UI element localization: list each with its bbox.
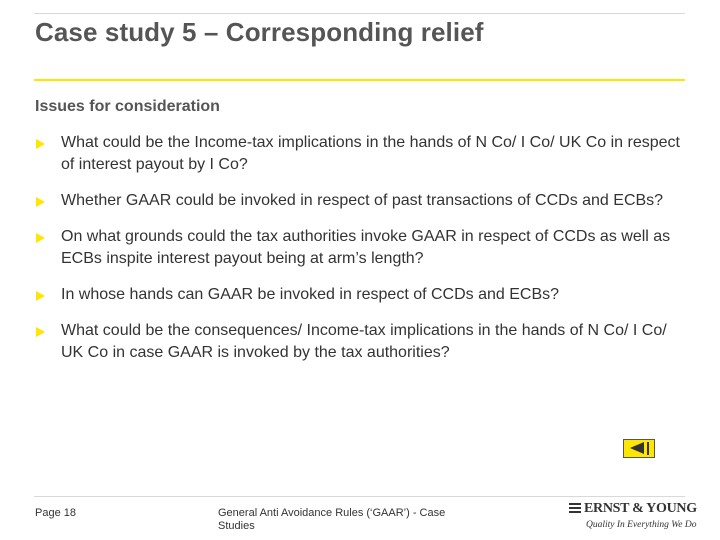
triangle-right-icon: [36, 197, 45, 207]
triangle-right-icon: [36, 291, 45, 301]
footer-document-title: General Anti Avoidance Rules (‘GAAR’) - Case Studies: [218, 507, 446, 532]
logo-tagline: Quality In Everything We Do: [586, 520, 697, 530]
logo-mark-icon: [569, 503, 581, 517]
back-button[interactable]: [623, 439, 655, 458]
list-item: [35, 320, 685, 364]
back-arrow-icon: [629, 442, 649, 455]
list-item-text: On what grounds could the tax authorities invoke GAAR in respect of CCDs as well as ECBs inspite interest payout being at arm’s length?: [61, 228, 671, 267]
company-logo: [569, 500, 697, 536]
slide-title: Case study 5 – Corresponding relief: [35, 17, 484, 47]
list-item-text: What could be the consequences/ Income-tax implications in the hands of N Co/ I Co/ UK Co in case GAAR is invoked by the tax authorities?: [61, 322, 667, 361]
issues-list: [35, 132, 685, 378]
list-item: [35, 226, 685, 270]
list-item-text: In whose hands can GAAR be invoked in respect of CCDs and ECBs?: [61, 286, 560, 303]
triangle-right-icon: [36, 327, 45, 337]
list-item: [35, 284, 685, 306]
triangle-right-icon: [36, 139, 45, 149]
list-item-text: What could be the Income-tax implications in the hands of N Co/ I Co/ UK Co in respect of interest payout by I Co?: [61, 134, 680, 173]
list-item: [35, 190, 685, 212]
triangle-right-icon: [36, 233, 45, 243]
top-divider: [34, 13, 685, 14]
logo-brand: ERNST & YOUNG: [584, 501, 697, 516]
list-item-text: Whether GAAR could be invoked in respect of past transactions of CCDs and ECBs?: [61, 192, 664, 209]
list-item: [35, 132, 685, 176]
footer-divider: [34, 496, 685, 497]
page-number: Page 18: [35, 507, 76, 519]
section-heading: Issues for consideration: [35, 98, 220, 115]
title-underline: [34, 79, 685, 81]
